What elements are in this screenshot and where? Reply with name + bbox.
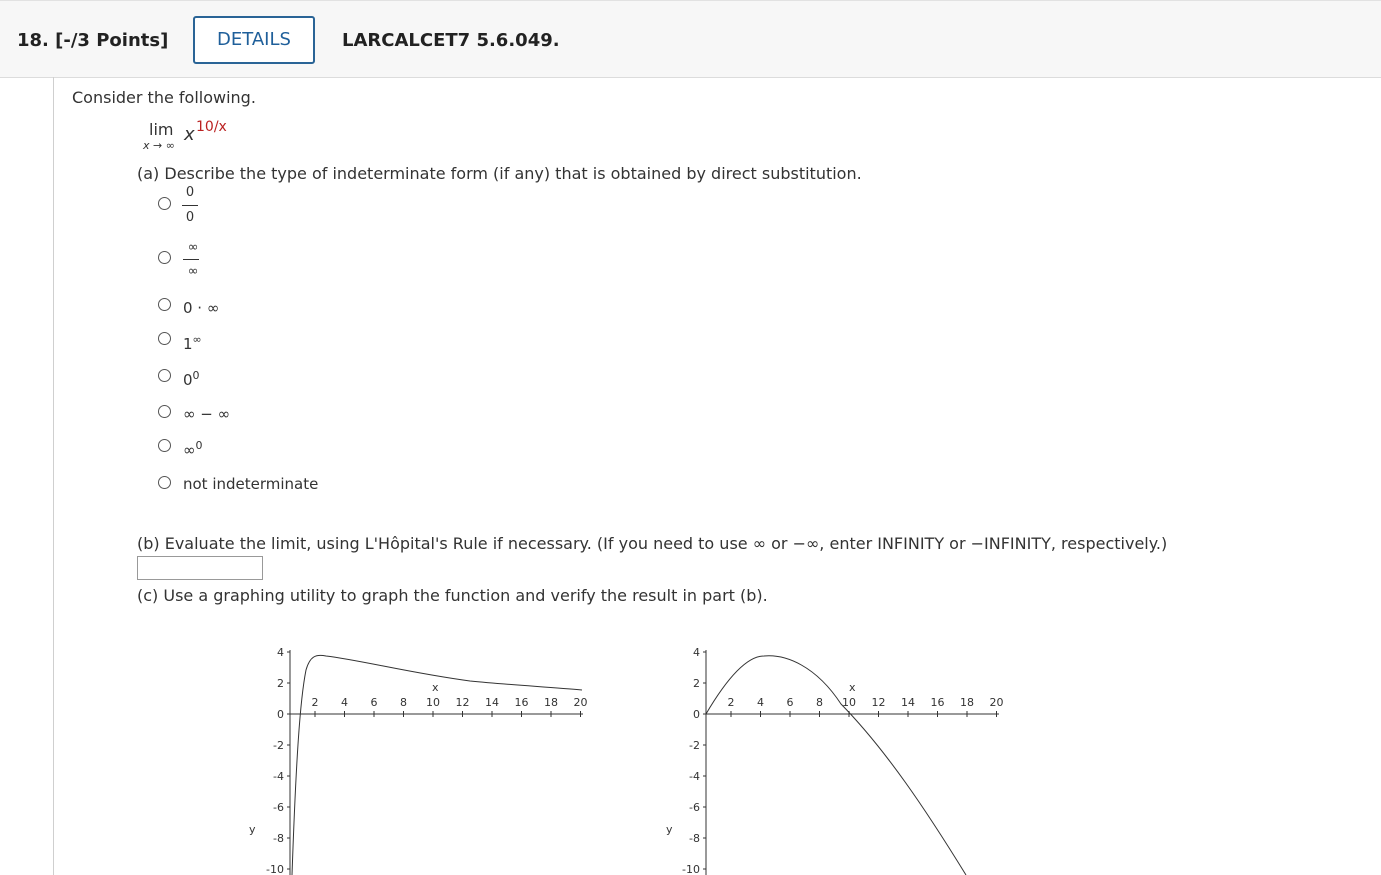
answer-input[interactable] xyxy=(137,556,263,580)
x-tick-label: 10 xyxy=(842,696,856,709)
y-tick-label: 2 xyxy=(277,677,284,690)
graph-1-y-ticks xyxy=(266,646,290,875)
graph-2-x-label: x xyxy=(849,681,856,694)
option-radio-0-over-0[interactable] xyxy=(158,197,171,210)
y-tick-label: -10 xyxy=(682,863,700,875)
y-tick-label: 4 xyxy=(693,646,700,659)
option-radio-0-times-inf[interactable] xyxy=(158,298,171,311)
y-tick-label: -6 xyxy=(273,801,284,814)
y-tick-label: 2 xyxy=(693,677,700,690)
fraction-bar xyxy=(182,205,198,206)
option-radio-inf-minus-inf[interactable] xyxy=(158,405,171,418)
question-number: 18. [-/3 Points] xyxy=(17,30,169,51)
y-tick-label: -4 xyxy=(273,770,284,783)
y-tick-label: -8 xyxy=(689,832,700,845)
x-tick-label: 2 xyxy=(727,696,735,709)
option-0-pow-0-label xyxy=(183,369,200,389)
option-inf-minus-inf-label: ∞ − ∞ xyxy=(183,405,231,423)
details-button[interactable]: DETAILS xyxy=(193,16,315,64)
option-base: ∞ xyxy=(183,441,196,459)
graph-1-y-label: y xyxy=(249,823,256,836)
x-tick-label: 20 xyxy=(573,696,588,709)
x-tick-label: 4 xyxy=(341,696,348,709)
y-tick-label: -6 xyxy=(689,801,700,814)
fraction-bar xyxy=(183,259,199,260)
option-radio-inf-over-inf[interactable] xyxy=(158,251,171,264)
option-base: 0 xyxy=(183,371,193,389)
left-border xyxy=(53,77,54,875)
graph-option-1[interactable] xyxy=(240,640,610,875)
x-tick-label: 4 xyxy=(757,696,764,709)
x-tick-label: 12 xyxy=(871,696,886,709)
option-radio-not-indeterminate[interactable] xyxy=(158,476,171,489)
prompt-text: Consider the following. xyxy=(72,88,256,107)
part-b-text: (b) Evaluate the limit, using L'Hôpital's Rule if necessary. (If you need to use ∞ or −∞, enter INFINITY or −INFINITY, respectively.) xyxy=(137,534,1168,553)
option-base: 1 xyxy=(183,335,193,353)
x-tick-label: 14 xyxy=(901,696,915,709)
x-tick-label: 18 xyxy=(960,696,974,709)
option-1-numerator: ∞ xyxy=(187,240,199,255)
option-0-numerator: 0 xyxy=(185,185,195,200)
x-tick-label: 14 xyxy=(485,696,499,709)
limit-subscript: x → ∞ xyxy=(143,139,175,152)
graph-2-y-label: y xyxy=(666,823,673,836)
y-tick-label: 0 xyxy=(277,708,284,721)
x-tick-label: 12 xyxy=(455,696,470,709)
x-tick-label: 2 xyxy=(311,696,319,709)
y-tick-label: -2 xyxy=(689,739,700,752)
x-tick-label: 6 xyxy=(786,696,794,709)
y-tick-label: 0 xyxy=(693,708,700,721)
option-inf-pow-0-label xyxy=(183,439,203,459)
option-radio-1-pow-inf[interactable] xyxy=(158,332,171,345)
y-tick-label: 4 xyxy=(277,646,284,659)
question-header xyxy=(0,0,1381,78)
limit-lim: lim xyxy=(149,120,174,139)
graph-2-y-ticks xyxy=(682,646,706,875)
option-1-pow-inf-label xyxy=(183,333,202,353)
y-tick-label: -10 xyxy=(266,863,284,875)
option-exponent: 0 xyxy=(192,369,200,382)
option-0-times-inf-label: 0 · ∞ xyxy=(183,299,220,317)
part-c-text: (c) Use a graphing utility to graph the function and verify the result in part (b). xyxy=(137,586,768,605)
option-exponent: ∞ xyxy=(192,333,202,346)
limit-base: x xyxy=(184,124,195,145)
option-radio-inf-pow-0[interactable] xyxy=(158,439,171,452)
y-tick-label: -2 xyxy=(273,739,284,752)
option-not-indeterminate-label: not indeterminate xyxy=(183,475,319,493)
option-0-denominator: 0 xyxy=(185,210,195,225)
x-tick-label: 20 xyxy=(989,696,1004,709)
x-tick-label: 10 xyxy=(426,696,440,709)
graph-option-2[interactable] xyxy=(656,640,1026,875)
x-tick-label: 8 xyxy=(816,696,823,709)
question-id: LARCALCET7 5.6.049. xyxy=(342,30,560,51)
option-exponent: 0 xyxy=(195,439,203,452)
x-tick-label: 8 xyxy=(400,696,407,709)
option-radio-0-pow-0[interactable] xyxy=(158,369,171,382)
y-tick-label: -8 xyxy=(273,832,284,845)
option-1-denominator: ∞ xyxy=(187,264,199,279)
limit-exponent: 10/x xyxy=(196,119,227,135)
x-tick-label: 16 xyxy=(930,696,945,709)
x-tick-label: 18 xyxy=(544,696,558,709)
graph-2-curve xyxy=(706,656,966,875)
x-tick-label: 16 xyxy=(514,696,529,709)
y-tick-label: -4 xyxy=(689,770,700,783)
part-a-text: (a) Describe the type of indeterminate form (if any) that is obtained by direct substitution. xyxy=(137,164,862,183)
graph-1-x-label: x xyxy=(432,681,439,694)
x-tick-label: 6 xyxy=(370,696,378,709)
